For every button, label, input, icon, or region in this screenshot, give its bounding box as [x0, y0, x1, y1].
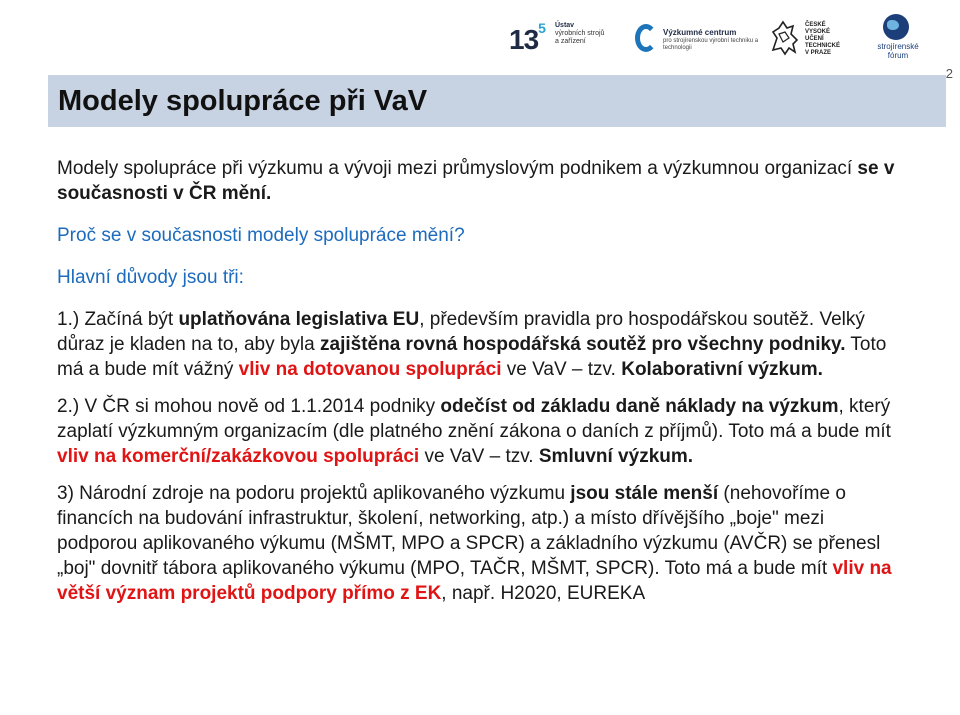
slide-content [57, 156, 897, 606]
title-bar [48, 75, 946, 127]
header-logos [505, 14, 955, 58]
lion-emblem-icon [767, 20, 801, 56]
reason-1-paragraph: 1.) Začíná být uplatňována legislativa EU, především pravidla pro hospodářskou soutěž. Velký důraz je kladen na to, aby byla zajištěna rovná hospodářská soutěž pro všechny podniky. Toto má a bude mít vážný vliv na dotovanou spolupráci ve VaV – tzv. Kolaborativní výzkum. [57, 309, 887, 380]
institute-logo: $13^5$ Ústav výrobních strojů a zařízení [509, 20, 605, 55]
globe-icon [883, 14, 909, 40]
strojirenske-forum-logo: strojírenské fórum [865, 14, 935, 60]
intro-paragraph: Modely spolupráce při výzkumu a vývoji mezi průmyslovým podnikem a výzkumnou organizací se v současnosti v ČR mění. [57, 158, 895, 204]
reason-3-paragraph: 3) Národní zdroje na podoru projektů aplikovaného výzkumu jsou stále menší (nehovoříme o financích na budování infrastruktur, školení, networking, atp.) a místo dřívějšího „boje" mezi podporou aplikovaného výkumu (MŠMT, MPO a SPCR) a základního výzkumu (AVČR) se přenesl „boj" dovnitř tábora aplikovaného výkumu (MPO, TAČR, MŠMT, SPCR). Toto má a bude mít vliv na větší význam projektů podpory přímo z EK, např. H2020, EUREKA [57, 483, 892, 604]
page-title: Modely spolupráce při VaV [58, 85, 428, 117]
reasons-heading: Hlavní důvody jsou tři: [57, 267, 244, 288]
question-heading: Proč se v současnosti modely spolupráce mění? [57, 225, 465, 246]
page-number: 2 [945, 66, 953, 81]
reason-2-paragraph: 2.) V ČR si mohou nově od 1.1.2014 podniky odečíst od základu daně náklady na výzkum, který zaplatí výzkumným organizacím (dle platného znění zákona o daních z příjmů). Toto má a bude mít vliv na komerční/zakázkovou spolupráci ve VaV – tzv. Smluvní výzkum. [57, 396, 891, 467]
research-centre-logo: Výzkumné centrum pro strojírenskou výrobní techniku a technologii [633, 18, 763, 58]
cvut-logo: ČESKÉ VYSOKÉ UČENÍ TECHNICKÉ V PRAZE [767, 20, 857, 58]
